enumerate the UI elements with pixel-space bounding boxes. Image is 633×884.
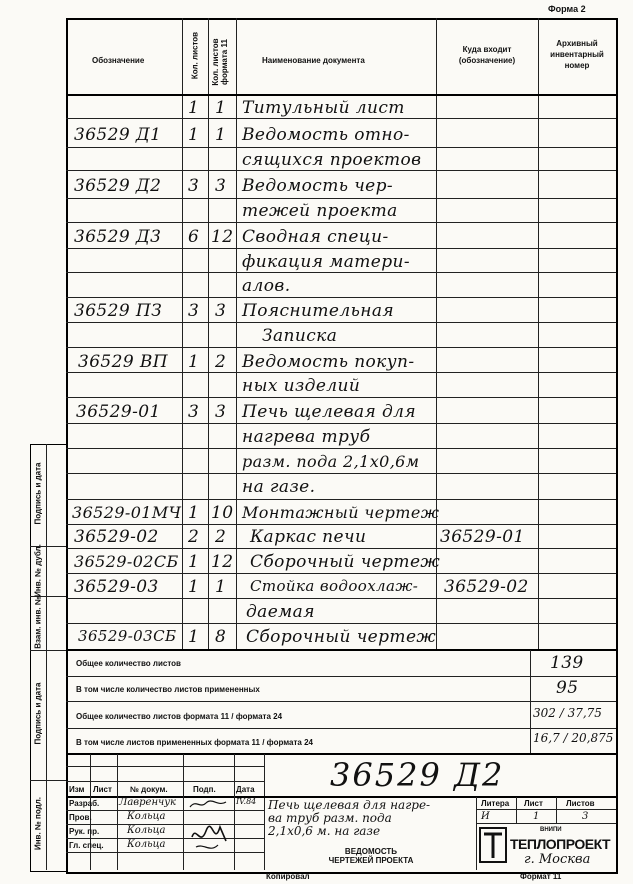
row-name: Сборочный чертеж	[250, 552, 441, 572]
side-label-replace-inv: Взам. инв. №	[33, 596, 43, 649]
header-where-used: Куда входит (обозначение)	[458, 45, 516, 65]
tb-role: Разраб.	[69, 799, 100, 808]
total-value: 16,7 / 20,875	[533, 731, 614, 745]
tb-date: IV.84	[236, 797, 257, 806]
total-label: В том числе листов примененных формата 11 / формата 24	[76, 738, 313, 747]
side-label-signature-date-2: Подпись и дата	[33, 682, 43, 745]
header-designation: Обозначение	[92, 56, 145, 65]
row-sheets: 3	[188, 402, 200, 422]
row-name: Ведомость чер-	[242, 176, 394, 196]
row-sheets: 1	[188, 627, 200, 647]
form-label: Форма 2	[548, 4, 586, 14]
row-sheets: 3	[188, 301, 200, 321]
tb-name: Кольца	[127, 839, 166, 850]
row-fmt11: 8	[215, 627, 227, 647]
row-name: тежей проекта	[242, 201, 398, 221]
row-name: фикация матери-	[242, 252, 410, 272]
tb-litera-label: Литера	[481, 799, 510, 808]
row-fmt11: 12	[211, 552, 234, 572]
row-name: Пояснительная	[242, 301, 395, 321]
total-value: 302 / 37,75	[533, 706, 602, 720]
row-designation: 36529 ПЗ	[74, 301, 163, 321]
row-sheets: 1	[188, 98, 200, 118]
tb-head-sign: Подп.	[193, 785, 216, 794]
tb-subtitle: ВЕДОМОСТЬ ЧЕРТЕЖЕЙ ПРОЕКТА	[328, 847, 414, 865]
row-fmt11: 2	[215, 527, 227, 547]
tb-name: Кольца	[127, 825, 166, 836]
row-fmt11: 2	[215, 352, 227, 372]
row-name: Стойка водоохлаж-	[250, 577, 419, 595]
tb-org-small: ВНИПИ	[540, 827, 562, 833]
row-designation: 36529 Д1	[74, 125, 162, 145]
row-name: Каркас печи	[250, 527, 367, 547]
tb-name: Лавренчук	[119, 797, 177, 808]
row-name: Титульный лист	[242, 98, 405, 118]
tb-role: Гл. спец.	[69, 841, 104, 850]
row-designation: 36529-01МЧ	[72, 503, 182, 522]
row-fmt11: 10	[211, 503, 234, 523]
row-name: сящихся проектов	[242, 150, 422, 170]
tb-title-line: 2,1х0,6 м. на газе	[268, 824, 381, 838]
tb-sheets: 3	[582, 811, 589, 822]
total-label: Общее количество листов формата 11 / формата 24	[76, 712, 283, 721]
row-designation: 36529-02	[74, 527, 159, 547]
tb-role: Пров.	[69, 813, 92, 822]
row-name: ных изделий	[242, 376, 361, 396]
tb-code: 36529 Д2	[330, 756, 505, 794]
row-name: на газе.	[242, 477, 316, 497]
row-name: Монтажный чертеж	[242, 503, 440, 522]
header-doc-name: Наименование документа	[262, 56, 365, 65]
footer-format: Формат 11	[520, 872, 562, 881]
row-sheets: 2	[188, 527, 200, 547]
row-fmt11: 1	[215, 577, 227, 597]
tb-name: Кольца	[127, 811, 166, 822]
total-value: 95	[556, 678, 579, 698]
row-name: разм. пода 2,1х0,6м	[242, 452, 420, 471]
row-name: Записка	[262, 326, 338, 346]
row-fmt11: 1	[215, 125, 227, 145]
header-archive-no: Архивный инвентарный номер	[550, 39, 604, 70]
signature-scribbles	[186, 797, 234, 869]
tb-title-line: ва труб разм. пода	[268, 811, 392, 825]
row-designation: 36529-03	[74, 577, 159, 597]
tb-sheets-label: Листов	[566, 799, 595, 808]
tb-sheet-label: Лист	[524, 799, 543, 808]
tb-role: Рук. пр.	[69, 827, 100, 836]
footer-copied: Копировал	[266, 872, 310, 881]
row-sheets: 1	[188, 503, 200, 523]
total-label: В том числе количество листов примененных	[76, 685, 260, 694]
row-where: 36529-01	[440, 527, 525, 547]
row-sheets: 1	[188, 577, 200, 597]
row-designation: 36529 ВП	[78, 352, 169, 372]
tb-head-list: Лист	[93, 785, 112, 794]
row-name: Сборочный чертеж	[246, 627, 437, 647]
teploproekt-logo-icon	[478, 826, 508, 866]
row-name: даемая	[246, 602, 315, 622]
row-name: Ведомость покуп-	[242, 352, 415, 372]
row-designation: 36529-02СБ	[74, 552, 179, 571]
side-label-dup-inv: Инв. № дубл.	[33, 544, 43, 597]
row-sheets: 1	[188, 125, 200, 145]
tb-head-date: Дата	[236, 785, 255, 794]
row-sheets: 6	[188, 227, 200, 247]
row-designation: 36529-01	[76, 402, 161, 422]
row-sheets: 1	[188, 352, 200, 372]
row-fmt11: 12	[211, 227, 234, 247]
row-fmt11: 3	[215, 402, 227, 422]
side-label-original-inv: Инв. № подл.	[33, 796, 43, 851]
tb-litera: И	[481, 811, 490, 822]
row-name: Печь щелевая для	[242, 402, 417, 422]
row-name: нагрева труб	[242, 427, 371, 447]
tb-head-doc: № докум.	[130, 785, 168, 794]
tb-org: ТЕПЛОПРОЕКТ	[510, 836, 611, 852]
row-name: Ведомость отно-	[242, 125, 410, 145]
row-sheets: 1	[188, 552, 200, 572]
header-format11-count: Кол. листов формата 11	[211, 38, 229, 86]
row-name: Сводная специ-	[242, 227, 389, 247]
row-fmt11: 3	[215, 301, 227, 321]
total-label: Общее количество листов	[76, 659, 181, 668]
row-designation: 36529 Д3	[74, 227, 162, 247]
side-label-signature-date-1: Подпись и дата	[33, 462, 43, 525]
header-sheet-count: Кол. листов	[190, 31, 200, 80]
row-fmt11: 1	[215, 98, 227, 118]
row-designation: 36529-03СБ	[78, 627, 177, 645]
row-sheets: 3	[188, 176, 200, 196]
total-value: 139	[550, 653, 584, 673]
tb-title-line: Печь щелевая для нагре-	[268, 798, 431, 812]
row-name: алов.	[242, 276, 291, 296]
row-fmt11: 3	[215, 176, 227, 196]
tb-sheet: 1	[533, 811, 540, 822]
row-designation: 36529 Д2	[74, 176, 162, 196]
row-where: 36529-02	[444, 577, 529, 597]
tb-city: г. Москва	[524, 852, 591, 867]
tb-head-izm: Изм	[69, 785, 85, 794]
